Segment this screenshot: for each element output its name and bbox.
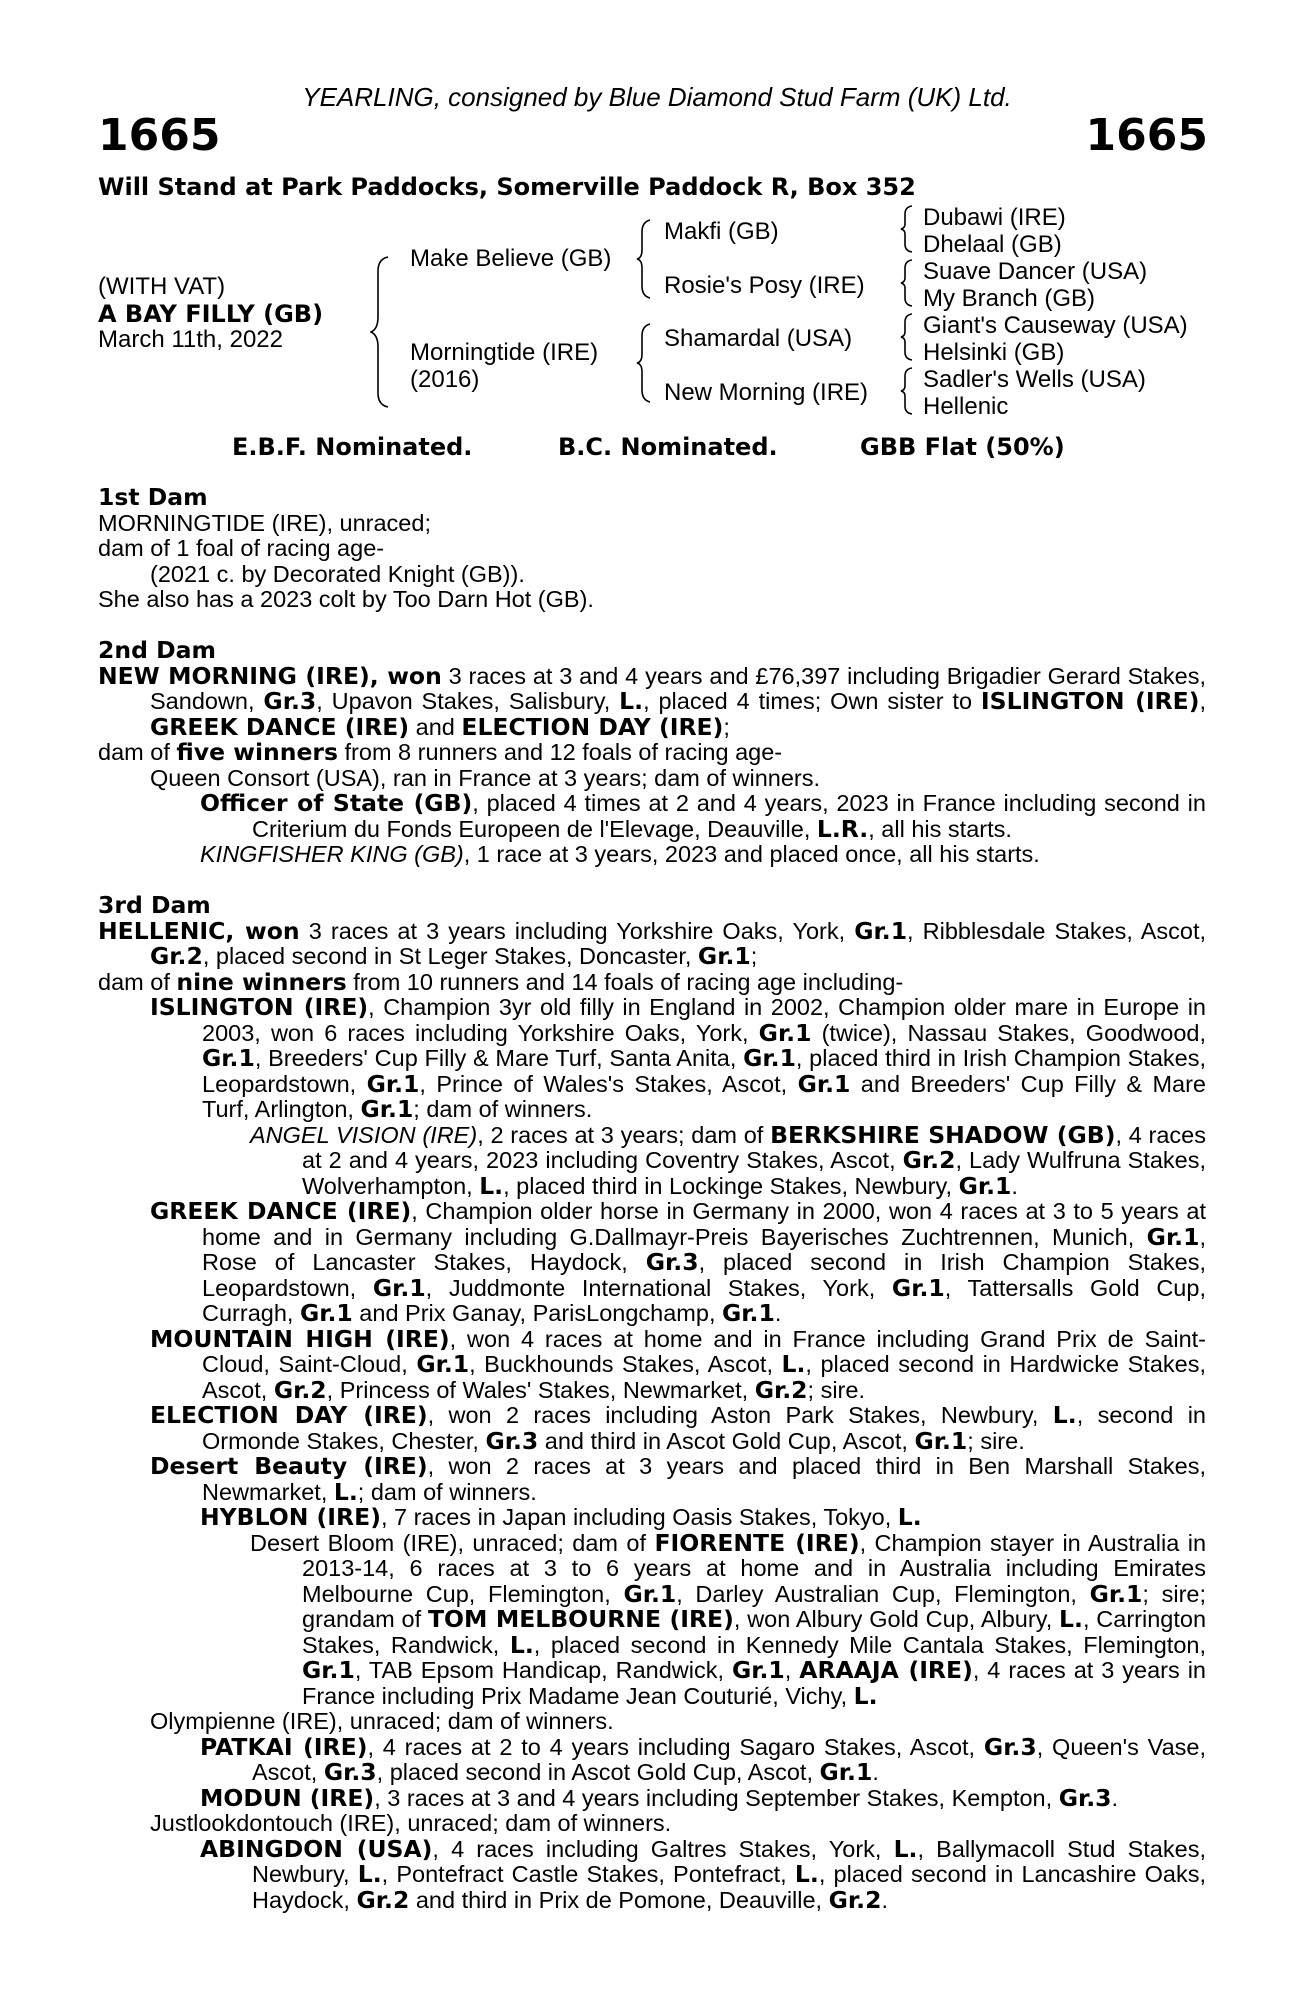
first-dam-line: dam of 1 foal of racing age- (98, 535, 385, 561)
kingfisher-king-entry: KINGFISHER KING (GB), 1 race at 3 years, 2023 and placed once, all his starts. (200, 841, 1040, 867)
location-line: Will Stand at Park Paddocks, Somerville Paddock R, Box 352 (98, 173, 916, 201)
greek-dance-entry: GREEK DANCE (IRE), Champion older horse in Germany in 2000, won 4 races at 3 to 5 years at home and in Germany including G.Dallmayr-Preis Bayerisches Zuchtrennen, Munich, Gr.1, Rose of Lancaster Stakes, Haydock, Gr.3, placed second in Irish Champion Stakes, Leopardstown, Gr.1, Juddmonte International Stakes, York, Gr.1, Tattersalls Gold Cup, Curragh, Gr.1 and Prix Ganay, ParisLongchamp, Gr.1. (150, 1197, 1206, 1327)
ebf-nomination: E.B.F. Nominated. (232, 433, 473, 461)
horse-name: A BAY FILLY (GB) (98, 300, 324, 328)
abingdon-entry: ABINGDON (USA), 4 races including Galtres Stakes, York, L., Ballymacoll Stud Stakes, Newbury, L., Pontefract Castle Stakes, Pontefract, L., placed second in Lancashire Oaks, Haydock, Gr.2 and third in Prix de Pomone, Deauville, Gr.2. (200, 1834, 1206, 1914)
brace-g3 (900, 312, 914, 362)
third-dam-heading: 3rd Dam (98, 891, 211, 919)
hellenic-entry: HELLENIC, won 3 races at 3 years including Yorkshire Oaks, York, Gr.1, Ribblesdale Stakes, Ascot, Gr.2, placed second in St Leger Stakes, Doncaster, Gr.1; (98, 916, 1207, 970)
first-dam-section (98, 485, 1206, 613)
sire-dam: Rosie's Posy (IRE) (664, 272, 865, 299)
brace-g1 (900, 204, 914, 254)
vat-label: (WITH VAT) (98, 273, 226, 300)
consignor-line: YEARLING, consigned by Blue Diamond Stud Farm (UK) Ltd. (302, 82, 1012, 112)
first-dam-line: (2021 c. by Decorated Knight (GB)). (150, 560, 525, 587)
officer-of-state-entry: Officer of State (GB), placed 4 times at 2 and 4 years, 2023 in France including second in Criterium du Fonds Europeen de l'Elevage, Deauville, L.R., all his starts. (200, 789, 1206, 843)
dam-sire: Shamardal (USA) (664, 325, 853, 352)
new-morning-entry: NEW MORNING (IRE), won 3 races at 3 and 4 years and £76,397 including Brigadier Gerard Stakes, Sandown, Gr.3, Upavon Stakes, Salisbury, L., placed 4 times; Own sister to ISLINGTON (IRE), GREEK DANCE (IRE) and ELECTION DAY (IRE); (98, 661, 1206, 741)
hellenic-produce: dam of nine winners from 10 runners and 14 foals of racing age including- (98, 967, 904, 996)
olympienne-entry: Olympienne (IRE), unraced; dam of winners. (150, 1708, 614, 1734)
dam-dam: New Morning (IRE) (664, 379, 869, 406)
brace-sire-line (636, 218, 652, 300)
gg-dam-4: Hellenic (923, 393, 1009, 420)
dam: Morningtide (IRE) (410, 339, 599, 366)
dam-year: (2016) (410, 366, 480, 393)
gbb-nomination: GBB Flat (50%) (860, 433, 1065, 461)
islington-entry: ISLINGTON (IRE), Champion 3yr old filly in England in 2002, Champion older mare in Europe in 2003, won 6 races including Yorkshire Oaks, York, Gr.1 (twice), Nassau Stakes, Goodwood, Gr.1, Breeders' Cup Filly & Mare Turf, Santa Anita, Gr.1, placed third in Irish Champion Stakes, Leopardstown, Gr.1, Prince of Wales's Stakes, Ascot, Gr.1 and Breeders' Cup Filly & Mare Turf, Arlington, Gr.1; dam of winners. (150, 993, 1206, 1123)
gg-sire-3: Giant's Causeway (USA) (923, 312, 1188, 339)
gg-sire-1: Dubawi (IRE) (923, 204, 1066, 231)
angel-vision-entry: ANGEL VISION (IRE), 2 races at 3 years; dam of BERKSHIRE SHADOW (GB), 4 races at 2 and 4 years, 2023 including Coventry Stakes, Ascot, Gr.2, Lady Wulfruna Stakes, Wolverhampton, L., placed third in Lockinge Stakes, Newbury, Gr.1. (250, 1120, 1206, 1200)
mountain-high-entry: MOUNTAIN HIGH (IRE), won 4 races at home and in France including Grand Prix de Saint-Cloud, Saint-Cloud, Gr.1, Buckhounds Stakes, Ascot, L., placed second in Hardwicke Stakes, Ascot, Gr.2, Princess of Wales' Stakes, Newmarket, Gr.2; sire. (150, 1324, 1206, 1404)
horse-dob: March 11th, 2022 (98, 326, 284, 353)
lot-number-left: 1665 (98, 110, 221, 161)
lot-number-right: 1665 (1085, 110, 1208, 161)
patkai-entry: PATKAI (IRE), 4 races at 2 to 4 years including Sagaro Stakes, Ascot, Gr.3, Queen's Vase, Ascot, Gr.3, placed second in Ascot Gold Cup, Ascot, Gr.1. (200, 1732, 1207, 1786)
election-day-entry: ELECTION DAY (IRE), won 2 races including Aston Park Stakes, Newbury, L., second in Ormonde Stakes, Chester, Gr.3 and third in Ascot Gold Cup, Ascot, Gr.1; sire. (150, 1401, 1207, 1455)
gg-sire-2: Suave Dancer (USA) (923, 258, 1148, 285)
brace-dam-line (636, 322, 652, 404)
desert-beauty-entry: Desert Beauty (IRE), won 2 races at 3 years and placed third in Ben Marshall Stakes, Newmarket, L.; dam of winners. (150, 1452, 1206, 1506)
gg-sire-4: Sadler's Wells (USA) (923, 366, 1146, 393)
sire-sire: Makfi (GB) (664, 218, 779, 245)
desert-bloom-entry: Desert Bloom (IRE), unraced; dam of FIORENTE (IRE), Champion stayer in Australia in 2013-14, 6 races at 3 to 6 years at home and in Australia including Emirates Melbourne Cup, Flemington, Gr.1, Darley Australian Cup, Flemington, Gr.1; sire; grandam of TOM MELBOURNE (IRE), won Albury Gold Cup, Albury, L., Carrington Stakes, Randwick, L., placed second in Kennedy Mile Cantala Stakes, Flemington, Gr.1, TAB Epsom Handicap, Randwick, Gr.1, ARAAJA (IRE), 4 races at 3 years in France including Prix Madame Jean Couturié, Vichy, L. (250, 1528, 1207, 1710)
modun-entry: MODUN (IRE), 3 races at 3 and 4 years including September Stakes, Kempton, Gr.3. (200, 1783, 1119, 1812)
gg-dam-3: Helsinki (GB) (923, 339, 1065, 366)
justlookdontouch-entry: Justlookdontouch (IRE), unraced; dam of winners. (150, 1810, 672, 1836)
third-dam-section (98, 893, 1206, 1913)
new-morning-produce: dam of five winners from 8 runners and 12 foals of racing age- (98, 738, 783, 766)
gg-dam-2: My Branch (GB) (923, 285, 1096, 312)
hyblon-entry: HYBLON (IRE), 7 races in Japan including Oasis Stakes, Tokyo, L. (200, 1503, 922, 1531)
first-dam-line: MORNINGTIDE (IRE), unraced; (98, 509, 431, 536)
sire: Make Believe (GB) (410, 245, 612, 272)
first-dam-line: She also has a 2023 colt by Too Darn Hot (GB). (98, 586, 594, 612)
brace-g4 (900, 366, 914, 416)
brace-g2 (900, 258, 914, 308)
queen-consort-entry: Queen Consort (USA), ran in France at 3 years; dam of winners. (150, 764, 821, 791)
second-dam-heading: 2nd Dam (98, 636, 216, 664)
brace-parents (370, 255, 390, 410)
first-dam-heading: 1st Dam (98, 483, 208, 511)
gg-dam-1: Dhelaal (GB) (923, 231, 1062, 258)
bc-nomination: B.C. Nominated. (558, 433, 778, 461)
second-dam-section (98, 638, 1206, 868)
